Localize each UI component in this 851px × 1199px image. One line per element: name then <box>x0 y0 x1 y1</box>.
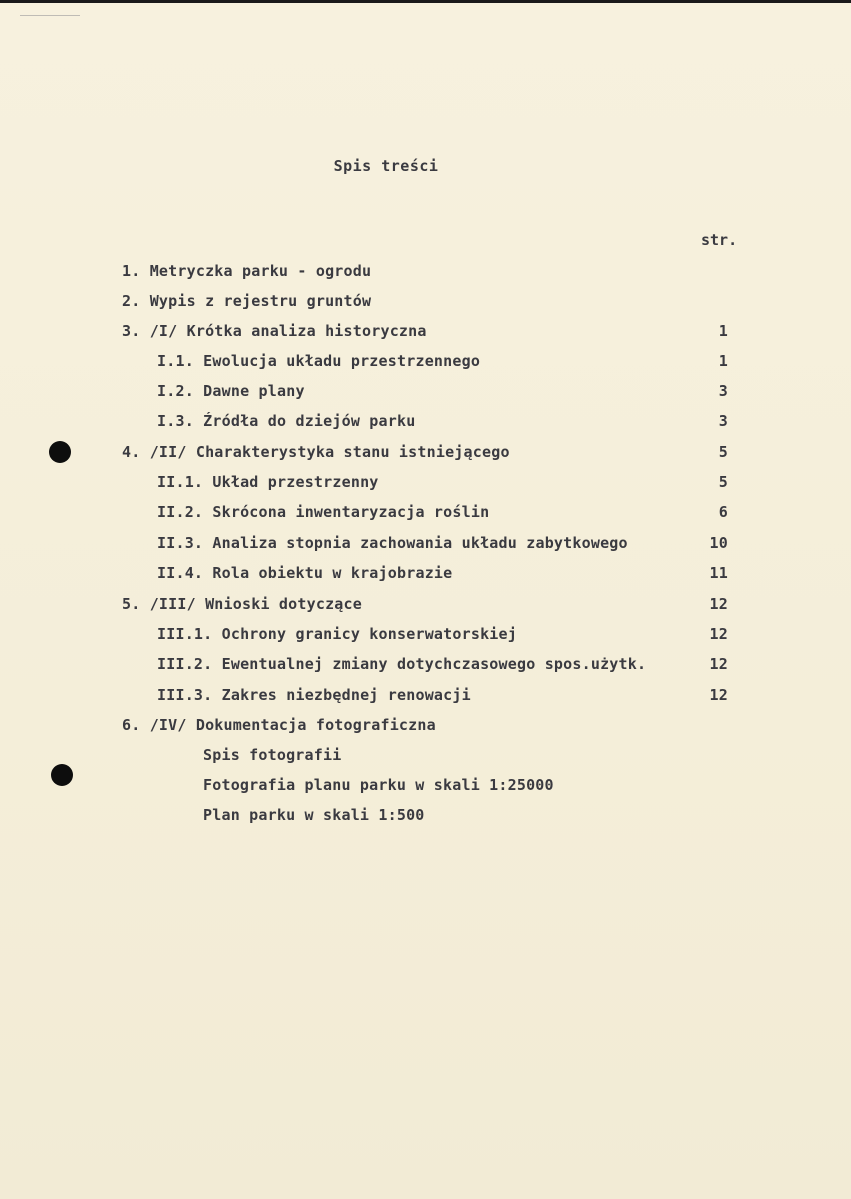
toc-entry-label: 1. Metryczka parku - ogrodu <box>122 262 372 280</box>
toc-entry-page: 12 <box>709 625 728 643</box>
toc-entry-label: Fotografia planu parku w skali 1:25000 <box>203 776 554 794</box>
toc-entry-page: 1 <box>718 322 728 340</box>
toc-entry-label: I.2. Dawne plany <box>157 382 305 400</box>
toc-entry-page: 12 <box>709 686 728 704</box>
toc-entry <box>157 534 728 558</box>
toc-entry-label: I.3. Źródła do dziejów parku <box>157 412 416 430</box>
toc-entry <box>157 382 728 406</box>
toc-entry <box>122 716 728 740</box>
toc-entry-label: II.1. Układ przestrzenny <box>157 473 379 491</box>
toc-entry-label: III.1. Ochrony granicy konserwatorskiej <box>157 625 517 643</box>
toc-entry-page: 12 <box>709 655 728 673</box>
toc-entry-label: III.2. Ewentualnej zmiany dotychczasowego spos.użytk. <box>157 655 647 673</box>
toc-entry-label: II.2. Skrócona inwentaryzacja roślin <box>157 503 490 521</box>
toc-entry <box>157 503 728 527</box>
toc-entry-page: 11 <box>709 564 728 582</box>
toc-entry <box>157 686 728 710</box>
toc-entry-page: 10 <box>709 534 728 552</box>
toc-entry-page: 12 <box>709 595 728 613</box>
toc-entry <box>122 292 728 316</box>
toc-entry-page: 3 <box>718 412 728 430</box>
toc-entry <box>157 625 728 649</box>
toc-entry-label: 4. /II/ Charakterystyka stanu istniejącego <box>122 443 510 461</box>
toc-entry-label: 2. Wypis z rejestru gruntów <box>122 292 372 310</box>
toc-entry <box>157 473 728 497</box>
toc-entry <box>157 352 728 376</box>
toc-entry-label: Spis fotografii <box>203 746 342 764</box>
toc-entry <box>203 746 728 770</box>
toc-entry <box>122 595 728 619</box>
punch-hole-icon <box>49 441 71 463</box>
toc-entry <box>157 412 728 436</box>
toc-entry <box>122 322 728 346</box>
toc-entry <box>122 262 728 286</box>
toc-entry <box>157 655 728 679</box>
toc-entry <box>122 443 728 467</box>
toc-entry-label: Plan parku w skali 1:500 <box>203 806 425 824</box>
toc-entry-label: II.4. Rola obiektu w krajobrazie <box>157 564 453 582</box>
toc-entry-page: 3 <box>718 382 728 400</box>
pencil-mark <box>20 15 80 16</box>
toc-entry-page: 5 <box>718 443 728 461</box>
punch-hole-icon <box>51 764 73 786</box>
page-column-header: str. <box>701 231 738 249</box>
toc-entry <box>203 806 728 830</box>
page-title: Spis treści <box>333 157 439 175</box>
toc-entry <box>157 564 728 588</box>
toc-entry-label: 5. /III/ Wnioski dotyczące <box>122 595 362 613</box>
toc-entry-page: 1 <box>718 352 728 370</box>
toc-entry-label: III.3. Zakres niezbędnej renowacji <box>157 686 471 704</box>
toc-entry-label: I.1. Ewolucja układu przestrzennego <box>157 352 481 370</box>
toc-entry-label: II.3. Analiza stopnia zachowania układu zabytkowego <box>157 534 628 552</box>
toc-entry-label: 3. /I/ Krótka analiza historyczna <box>122 322 427 340</box>
toc-entry-label: 6. /IV/ Dokumentacja fotograficzna <box>122 716 436 734</box>
toc-entry <box>203 776 728 800</box>
toc-entry-page: 5 <box>718 473 728 491</box>
toc-entry-page: 6 <box>718 503 728 521</box>
